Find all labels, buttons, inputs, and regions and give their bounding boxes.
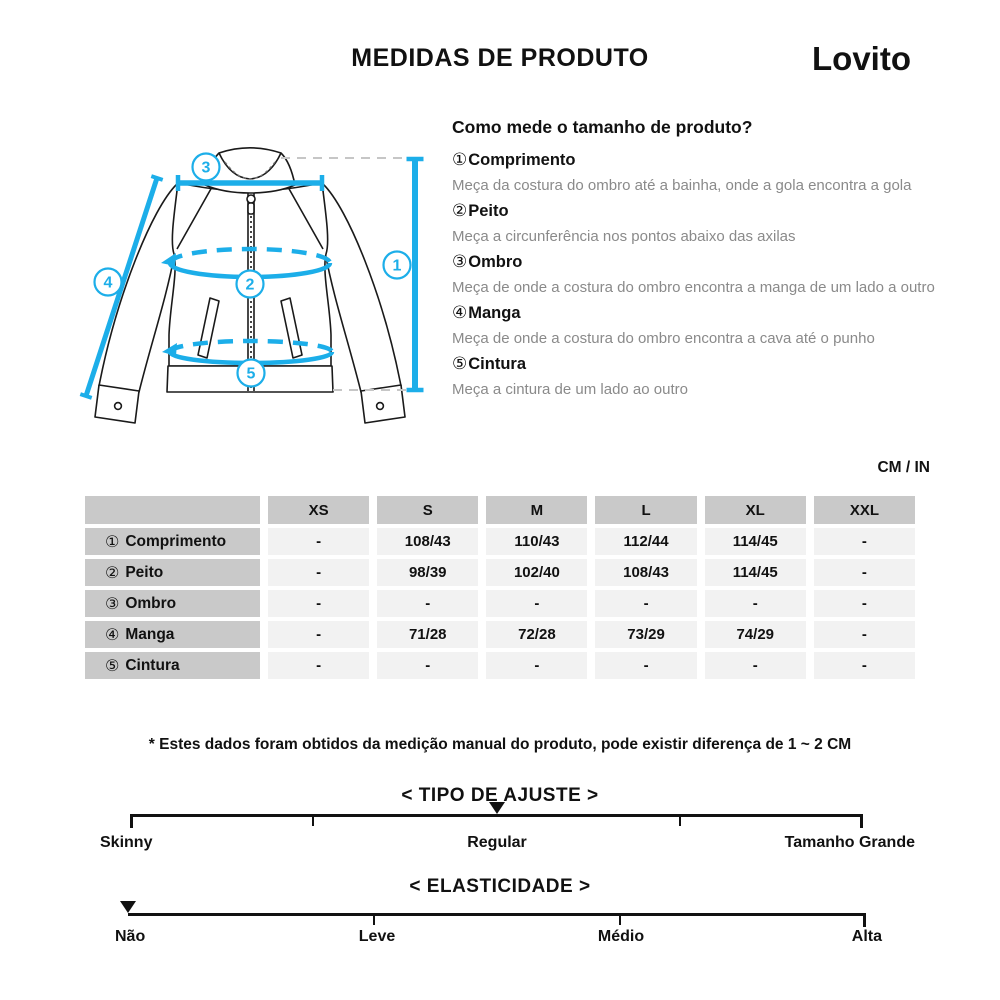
guide-item xyxy=(452,248,944,299)
guide-item-title: Comprimento xyxy=(468,151,576,169)
row-label xyxy=(85,590,260,617)
elasticity-label-medio: Médio xyxy=(597,928,645,945)
guide-item-label xyxy=(452,299,944,327)
elasticity-marker-icon xyxy=(120,901,136,913)
row-number: ③ xyxy=(105,595,120,613)
row-label xyxy=(85,559,260,586)
size-value-cell: 108/43 xyxy=(377,528,478,555)
size-value-cell: - xyxy=(268,590,369,617)
scale-line xyxy=(130,814,863,817)
guide-item-label xyxy=(452,248,944,276)
column-header: L xyxy=(595,496,696,524)
row-title: Comprimento xyxy=(125,532,227,550)
guide-item xyxy=(452,197,944,248)
guide-item-desc: Meça a circunferência nos pontos abaixo das axilas xyxy=(452,228,796,245)
guide-item-desc: Meça a cintura de um lado ao outro xyxy=(452,381,688,398)
guide-heading: Como mede o tamanho de produto? xyxy=(452,117,753,137)
column-header: M xyxy=(486,496,587,524)
row-number: ④ xyxy=(105,626,120,644)
size-value-cell: - xyxy=(268,559,369,586)
guide-item-number: ③ xyxy=(452,252,468,271)
column-header: XXL xyxy=(814,496,915,524)
elasticity-label-leve: Leve xyxy=(358,928,396,945)
size-value-cell: - xyxy=(814,652,915,679)
guide-item xyxy=(452,350,944,401)
scale-tick xyxy=(619,913,621,925)
row-title: Ombro xyxy=(125,594,177,612)
row-number: ⑤ xyxy=(105,657,120,675)
guide-item-label xyxy=(452,197,944,225)
scale-end-tick xyxy=(860,814,863,828)
fit-label-tamanho-grande: Tamanho Grande xyxy=(784,834,915,851)
scale-end-tick xyxy=(863,913,866,927)
size-value-cell: - xyxy=(486,652,587,679)
size-value-cell: 114/45 xyxy=(705,559,806,586)
guide-item-desc: Meça de onde a costura do ombro encontra a cava até o punho xyxy=(452,330,875,347)
column-header: XS xyxy=(268,496,369,524)
guide-item-desc: Meça de onde a costura do ombro encontra a manga de um lado a outro xyxy=(452,279,935,296)
guide-item-title: Ombro xyxy=(468,253,523,271)
row-label xyxy=(85,652,260,679)
size-table xyxy=(85,496,915,679)
size-value-cell: 114/45 xyxy=(705,528,806,555)
size-value-cell: - xyxy=(705,590,806,617)
measure-guide xyxy=(452,114,944,401)
diagram-marker-3: 3 xyxy=(201,159,211,177)
size-value-cell: - xyxy=(814,559,915,586)
guide-item xyxy=(452,146,944,197)
column-header: XL xyxy=(705,496,806,524)
size-value-cell: 112/44 xyxy=(595,528,696,555)
size-value-cell: - xyxy=(268,528,369,555)
elasticity-label-nao: Não xyxy=(115,928,146,945)
guide-item-label xyxy=(452,350,944,378)
diagram-marker-4: 4 xyxy=(103,274,113,292)
fit-scale xyxy=(130,814,863,830)
guide-item-number: ④ xyxy=(452,303,468,322)
diagram-marker-2: 2 xyxy=(245,276,255,294)
elasticity-scale-heading: < ELASTICIDADE > xyxy=(409,876,591,897)
page-title: MEDIDAS DE PRODUTO xyxy=(351,44,649,72)
guide-item-desc: Meça da costura do ombro até a bainha, onde a gola encontra a gola xyxy=(452,177,912,194)
scale-end-tick xyxy=(130,814,133,828)
elasticity-scale xyxy=(128,913,866,929)
size-value-cell: 110/43 xyxy=(486,528,587,555)
fit-scale-heading: < TIPO DE AJUSTE > xyxy=(401,785,599,806)
size-value-cell: 108/43 xyxy=(595,559,696,586)
guide-item-label xyxy=(452,146,944,174)
size-value-cell: 102/40 xyxy=(486,559,587,586)
size-value-cell: 74/29 xyxy=(705,621,806,648)
scale-line xyxy=(128,913,866,916)
diagram-marker-5: 5 xyxy=(246,365,256,383)
scale-tick xyxy=(312,814,314,826)
size-value-cell: 98/39 xyxy=(377,559,478,586)
column-header: S xyxy=(377,496,478,524)
diagram-marker-1: 1 xyxy=(392,257,402,275)
size-value-cell: - xyxy=(814,621,915,648)
guide-item-number: ⑤ xyxy=(452,354,468,373)
size-value-cell: 72/28 xyxy=(486,621,587,648)
size-value-cell: - xyxy=(595,590,696,617)
size-value-cell: - xyxy=(705,652,806,679)
row-number: ① xyxy=(105,533,120,551)
row-label xyxy=(85,621,260,648)
measurement-footnote: * Estes dados foram obtidos da medição manual do produto, pode existir diferença de 1 ~ 2 CM xyxy=(148,736,852,753)
row-number: ② xyxy=(105,564,120,582)
size-value-cell: - xyxy=(814,528,915,555)
units-label: CM / IN xyxy=(877,459,930,476)
guide-item-title: Cintura xyxy=(468,355,526,373)
row-title: Manga xyxy=(125,625,175,643)
size-value-cell: - xyxy=(268,621,369,648)
row-title: Cintura xyxy=(125,656,180,674)
guide-item-title: Manga xyxy=(468,304,521,322)
guide-item xyxy=(452,299,944,350)
fit-label-regular: Regular xyxy=(467,834,527,851)
size-value-cell: - xyxy=(814,590,915,617)
guide-item-number: ② xyxy=(452,201,468,220)
guide-item-title: Peito xyxy=(468,202,509,220)
size-value-cell: - xyxy=(268,652,369,679)
fit-label-skinny: Skinny xyxy=(100,834,153,851)
column-header-blank xyxy=(85,496,260,524)
size-value-cell: - xyxy=(377,590,478,617)
row-label xyxy=(85,528,260,555)
jacket-diagram xyxy=(50,135,460,445)
brand-logo: Lovito xyxy=(812,40,911,77)
size-value-cell: - xyxy=(377,652,478,679)
size-value-cell: - xyxy=(486,590,587,617)
row-title: Peito xyxy=(125,563,164,581)
elasticity-label-alta: Alta xyxy=(851,928,882,945)
guide-item-number: ① xyxy=(452,150,468,169)
scale-tick xyxy=(679,814,681,826)
size-value-cell: 71/28 xyxy=(377,621,478,648)
scale-tick xyxy=(373,913,375,925)
size-value-cell: 73/29 xyxy=(595,621,696,648)
size-value-cell: - xyxy=(595,652,696,679)
fit-marker-icon xyxy=(489,802,505,814)
